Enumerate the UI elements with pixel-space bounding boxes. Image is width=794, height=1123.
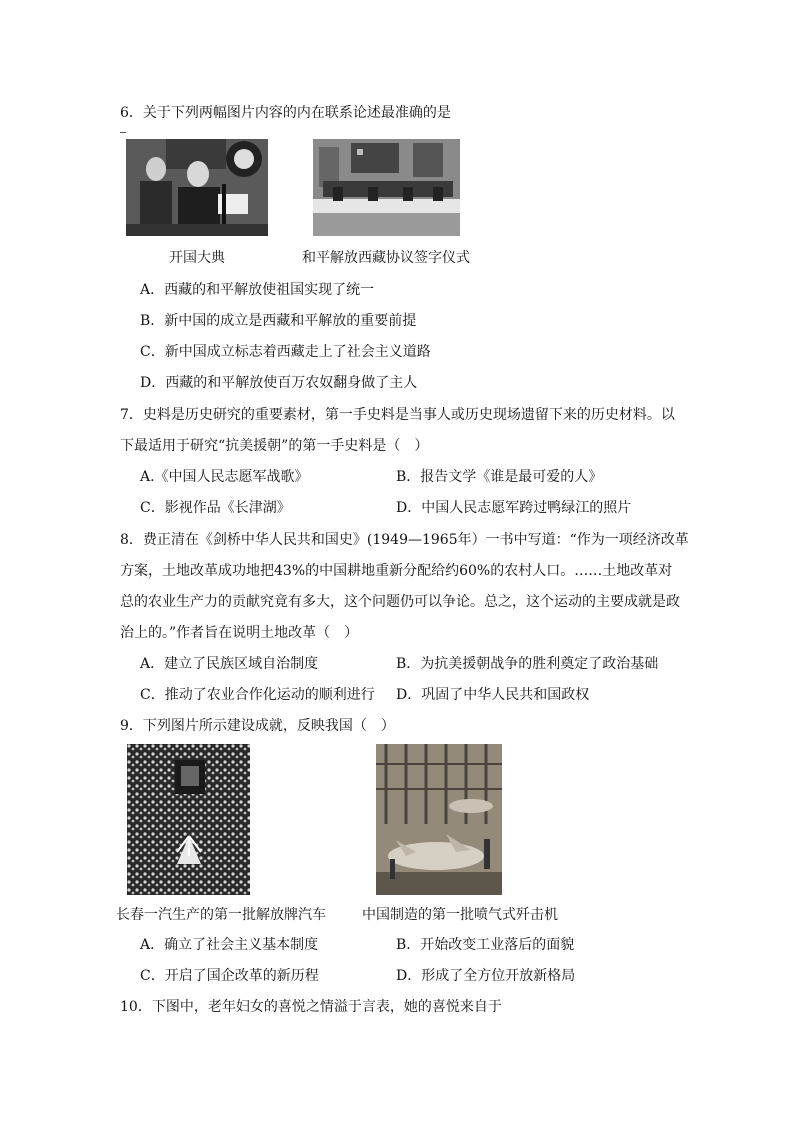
q7-option-c: C．影视作品《长津湖》 — [140, 500, 291, 516]
q6-option-c: C．新中国成立标志着西藏走上了社会主义道路 — [140, 344, 431, 360]
q9-stem: 9．下列图片所示建设成就，反映我国（ ） — [120, 718, 395, 734]
q8-stem-line-2: 方案，土地改革成功地把43%的中国耕地重新分配给约60%的农村人口。……土地改革对 — [120, 563, 673, 579]
q9-option-d: D．形成了全方位开放新格局 — [396, 968, 576, 984]
q6-option-a: A．西藏的和平解放使祖国实现了统一 — [140, 282, 375, 298]
q6-caption-2: 和平解放西藏协议签字仪式 — [302, 250, 470, 266]
q7-option-d: D．中国人民志愿军跨过鸭绿江的照片 — [396, 500, 632, 516]
q6-stem: 6．关于下列两幅图片内容的内在联系论述最准确的是 — [120, 105, 451, 121]
q9-option-c: C．开启了国企改革的新历程 — [140, 968, 319, 984]
photo-jet-fighters — [376, 744, 502, 895]
q6-option-b: B．新中国的成立是西藏和平解放的重要前提 — [140, 313, 417, 329]
q9-option-a: A．确立了社会主义基本制度 — [140, 937, 319, 953]
q9-caption-1: 长春一汽生产的第一批解放牌汽车 — [116, 907, 326, 923]
q8-stem-line-1: 8．费正清在《剑桥中华人民共和国史》(1949—1965年）一书中写道：“作为一项经济改革 — [120, 532, 689, 548]
small-dash-mark — [120, 132, 126, 133]
q7-option-a: A.《中国人民志愿军战歌》 — [140, 469, 309, 485]
q9-caption-2: 中国制造的第一批喷气式歼击机 — [362, 907, 558, 923]
photo-founding-ceremony — [126, 139, 268, 236]
q7-stem-line-1: 7．史料是历史研究的重要素材，第一手史料是当事人或历史现场遗留下来的历史材料。以 — [120, 407, 675, 423]
q8-option-d: D．巩固了中华人民共和国政权 — [396, 687, 590, 703]
q10-stem: 10．下图中，老年妇女的喜悦之情溢于言表，她的喜悦来自于 — [120, 999, 502, 1015]
q8-stem-line-3: 总的农业生产力的贡献究竟有多大，这个问题仍可以争论。总之，这个运动的主要成就是政 — [120, 594, 680, 610]
q8-option-a: A．建立了民族区域自治制度 — [140, 656, 319, 672]
q7-stem-line-2: 下最适用于研究“抗美援朝”的第一手史料是（ ） — [120, 438, 429, 454]
photo-tibet-agreement-signing — [313, 139, 460, 236]
q8-option-c: C．推动了农业合作化运动的顺利进行 — [140, 687, 375, 703]
q8-option-b: B．为抗美援朝战争的胜利奠定了政治基础 — [396, 656, 659, 672]
photo-jiefang-trucks — [127, 744, 250, 895]
q9-option-b: B．开始改变工业落后的面貌 — [396, 937, 575, 953]
q7-option-b: B．报告文学《谁是最可爱的人》 — [396, 469, 603, 485]
q6-caption-1: 开国大典 — [169, 250, 225, 266]
q6-option-d: D．西藏的和平解放使百万农奴翻身做了主人 — [140, 375, 418, 391]
q8-stem-line-4: 治上的。”作者旨在说明土地改革（ ） — [120, 625, 359, 641]
